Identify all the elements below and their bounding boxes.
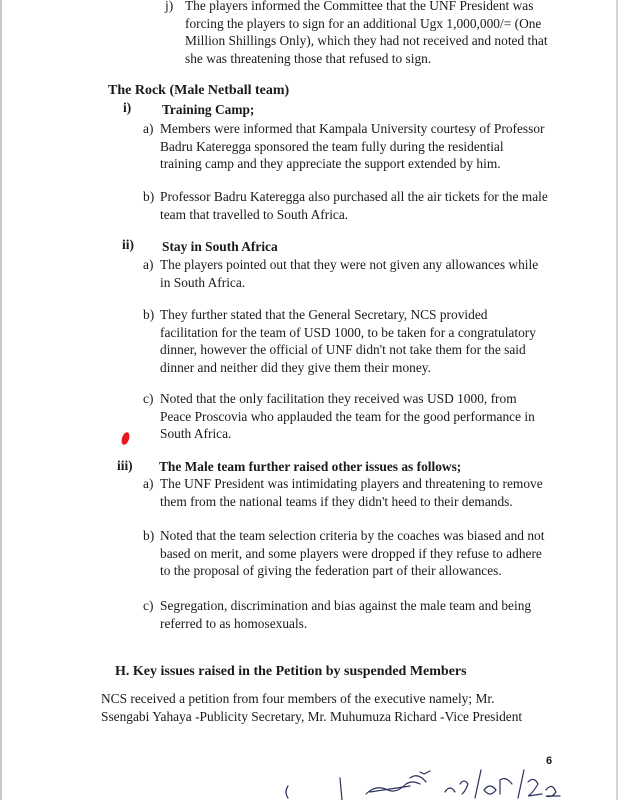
item-male-c [143,597,551,632]
section-heading-h: H. Key issues raised in the Petition by suspended Members [115,664,467,679]
page-number: 6 [546,755,553,767]
item-line: Professor Badru Kateregga also purchased all the air tickets for the male [160,189,548,204]
subsection-roman-ii: ii) [122,237,134,252]
item-j-line: The players informed the Committee that the UNF President was [185,0,534,13]
item-marker: b) [143,189,155,204]
item-line: Noted that the only facilitation they received was USD 1000, from [160,391,517,406]
item-j-line: forcing the players to sign for an additional Ugx 1,000,000/= (One [185,15,542,31]
item-line: Segregation, discrimination and bias against the male team and being [160,598,532,613]
red-pen-mark [120,431,131,446]
item-line: Members were informed that Kampala University courtesy of Professor [160,121,545,136]
paragraph-line: NCS received a petition from four members of the executive namely; Mr. [101,691,495,706]
item-line: to the proposal of giving the federation part of their allowances. [160,563,502,579]
item-stay-a [143,256,551,291]
subsection-roman-iii: iii) [117,458,133,473]
item-line: based on merit, and some players were dropped if they refuse to adhere [160,545,542,561]
item-line: them from the national teams if they didn't heed to their demands. [160,493,513,509]
item-marker: a) [143,121,154,136]
item-j-line: Million Shillings Only), which they had not received and noted that [185,33,548,49]
item-line: training camp and they appreciate the support extended by him. [160,156,501,172]
item-marker: a) [143,257,154,272]
subsection-title-male-team: The Male team further raised other issues as follows; [159,459,462,474]
item-line: in South Africa. [160,274,246,290]
item-marker: b) [143,528,155,543]
section-h-paragraph [101,690,551,725]
item-marker: b) [143,307,155,322]
item-j-line: she was threatening those that refused to sign. [185,50,432,66]
item-line: team that travelled to South Africa. [160,206,349,222]
subsection-roman-i: i) [123,100,132,115]
item-line: facilitation for the team of USD 1000, to be taken for a congratulatory [160,324,536,340]
item-j-marker: j) [165,0,174,13]
item-j [165,0,551,67]
item-male-b [143,527,551,580]
item-line: Badru Kateregga sponsored the team fully during the residential [160,138,504,154]
subsection-title-training-camp: Training Camp; [162,102,255,117]
item-line: dinner, however the official of UNF didn't not take them for the said [160,342,526,358]
item-line: referred to as homosexuals. [160,615,308,631]
item-marker: c) [143,598,154,613]
subsection-title-stay: Stay in South Africa [162,239,278,254]
section-heading-rock: The Rock (Male Netball team) [108,83,290,98]
item-training-a [143,120,551,173]
item-marker: c) [143,391,154,406]
item-training-b [143,188,551,223]
item-line: The players pointed out that they were not given any allowances while [160,257,539,272]
item-line: South Africa. [160,426,232,442]
item-marker: a) [143,476,154,491]
item-line: They further stated that the General Secretary, NCS provided [160,307,488,322]
item-stay-b [143,306,551,376]
item-line: Peace Proscovia who applauded the team for the good performance in [160,408,535,424]
handwritten-signature-date [270,764,570,800]
page-edge-left [0,0,2,800]
item-stay-c [143,390,551,443]
item-male-a [143,475,551,510]
paragraph-line: Ssengabi Yahaya -Publicity Secretary, Mr. Muhumuza Richard -Vice President [101,708,523,724]
item-line: Noted that the team selection criteria by the coaches was biased and not [160,528,545,543]
item-line: The UNF President was intimidating players and threatening to remove [160,476,543,491]
item-line: dinner and neither did they give them their money. [160,359,431,375]
